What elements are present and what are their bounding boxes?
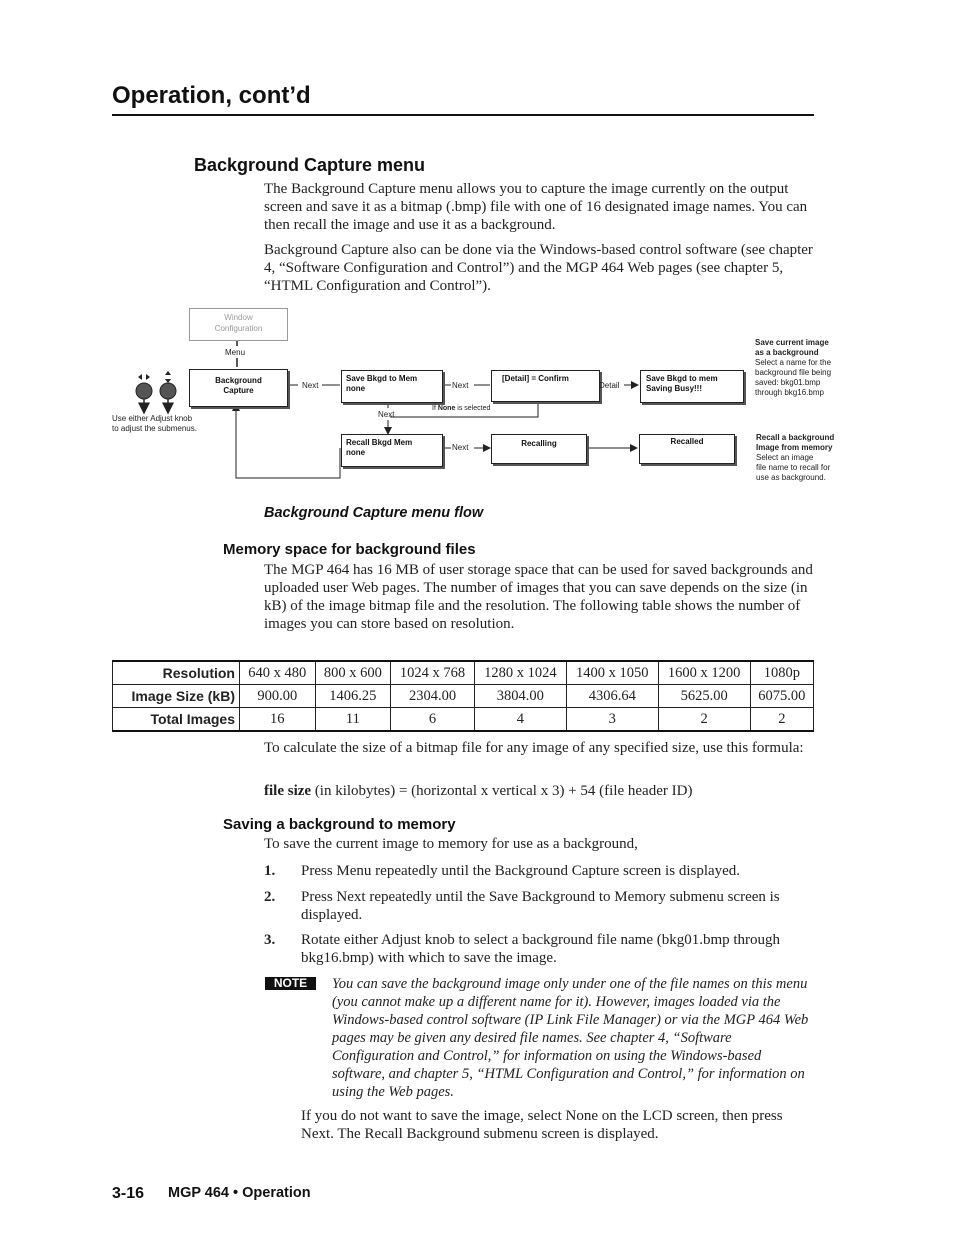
section-title: Background Capture menu bbox=[194, 155, 426, 175]
total-cell: 6 bbox=[391, 708, 475, 732]
size-cell: 4306.64 bbox=[566, 685, 658, 708]
size-cell: 2304.00 bbox=[391, 685, 475, 708]
recalled-box: Recalled bbox=[639, 434, 735, 464]
recall-note-body3: use as background. bbox=[756, 473, 826, 482]
recall-note-title1: Recall a background bbox=[756, 433, 835, 442]
next-label-down: Next bbox=[378, 410, 395, 419]
window-configuration-box bbox=[189, 308, 288, 341]
recall-note-body1: Select an image bbox=[756, 453, 814, 462]
memory-section-title: Memory space for background files bbox=[223, 541, 476, 558]
total-cell: 11 bbox=[315, 708, 391, 732]
recall-bkgd-line2: none bbox=[346, 448, 366, 457]
resolution-row bbox=[113, 661, 814, 685]
save-bkgd-mem-box bbox=[341, 370, 443, 403]
save-bkgd-line1: Save Bkgd to Mem bbox=[346, 374, 418, 383]
save-note-body2: background file being bbox=[755, 368, 832, 377]
if-none-bold: None bbox=[437, 405, 456, 412]
knob-note-line1: Use either Adjust knob bbox=[112, 414, 193, 423]
res-cell: 1024 x 768 bbox=[391, 661, 475, 685]
size-cell: 900.00 bbox=[240, 685, 316, 708]
formula-bold: file size bbox=[264, 783, 312, 799]
step-3-num: 3 bbox=[264, 932, 272, 948]
save-note-body1: Select a name for the bbox=[755, 358, 832, 367]
recall-bkgd-mem-box bbox=[341, 434, 443, 467]
res-cell: 1400 x 1050 bbox=[566, 661, 658, 685]
saving-section-title: Saving a background to memory bbox=[223, 816, 456, 833]
step-2-num: 2 bbox=[264, 889, 272, 905]
res-cell: 800 x 600 bbox=[315, 661, 391, 685]
page-header-title: Operation, cont’d bbox=[112, 82, 311, 109]
detail-confirm-box: [Detail] = Confirm bbox=[491, 370, 600, 402]
return-loop bbox=[236, 404, 340, 478]
right-knob-icon bbox=[160, 383, 176, 399]
size-cell: 6075.00 bbox=[750, 685, 813, 708]
save-note-body3: saved: bkg01.bmp bbox=[755, 378, 821, 387]
step-2-number: 2. bbox=[264, 889, 276, 905]
recall-side-note bbox=[756, 433, 848, 483]
intro-paragraph-1: The Background Capture menu allows you to capture the image currently on the output screen and save it as a bitmap (.bmp) file with one of 16 designated image names. You can then recall the image and use it as a background. bbox=[264, 181, 808, 233]
memory-paragraph: The MGP 464 has 16 MB of user storage space that can be used for saved backgrounds and uploaded user Web pages. The number of images that you can save depends on the size (in kB) of the image bitmap file and the resolution. The following table shows the number of images you can store based on resolution. bbox=[264, 562, 813, 632]
recall-bkgd-line1: Recall Bkgd Mem bbox=[346, 438, 413, 447]
adjust-knob-note bbox=[112, 414, 222, 434]
saving-busy-box bbox=[640, 370, 744, 403]
window-config-line1: Window bbox=[224, 313, 253, 322]
knob-note-line2: to adjust the submenus. bbox=[112, 424, 197, 433]
intro-paragraph-2: Background Capture also can be done via the Windows-based control software (see chapter 4, “Software Configuration and Control”) and the MGP 464 Web pages (see chapter 5, “HTML Configuration and Control”). bbox=[264, 242, 813, 294]
next-label-1: Next bbox=[302, 381, 319, 390]
detail-label: Detail bbox=[599, 381, 620, 390]
header-rule bbox=[112, 114, 814, 116]
total-cell: 2 bbox=[750, 708, 813, 732]
menu-label: Menu bbox=[225, 348, 246, 357]
save-side-note bbox=[755, 338, 847, 398]
up-down-arrows-icon bbox=[165, 371, 171, 383]
menu-flow-diagram bbox=[108, 300, 848, 500]
saving-intro: To save the current image to memory for use as a background, bbox=[264, 836, 638, 852]
saving-line1: Save Bkgd to mem bbox=[646, 374, 718, 383]
formula-intro: To calculate the size of a bitmap file for any image of any specified size, use this formula: bbox=[264, 740, 804, 756]
recall-note-body2: file name to recall for bbox=[756, 463, 831, 472]
step-1-text: Press Menu repeatedly until the Background Capture screen is displayed. bbox=[301, 863, 741, 879]
step-2-text: Press Next repeatedly until the Save Background to Memory submenu screen is displayed. bbox=[301, 889, 780, 923]
total-cell: 3 bbox=[566, 708, 658, 732]
size-cell: 3804.00 bbox=[474, 685, 566, 708]
note-badge: NOTE bbox=[265, 977, 316, 990]
left-knob-icon bbox=[136, 383, 152, 399]
saving-line2: Saving Busy!!! bbox=[646, 384, 703, 393]
step-3-text: Rotate either Adjust knob to select a background file name (bkg01.bmp through bkg16.bmp) with which to save the image. bbox=[301, 932, 781, 966]
footer-title: MGP 464 • Operation bbox=[168, 1185, 311, 1201]
res-cell: 1280 x 1024 bbox=[474, 661, 566, 685]
formula-line bbox=[264, 782, 816, 800]
res-cell: 1080p bbox=[750, 661, 813, 685]
row-header-totals: Total Images bbox=[113, 708, 240, 732]
step-1-number: 1. bbox=[264, 863, 276, 879]
recalling-box: Recalling bbox=[491, 434, 587, 464]
background-capture-box bbox=[189, 369, 288, 407]
note-text: You can save the background image only under one of the file names on this menu (you cannot make up a different name for it). However, images loaded via the Windows-based control software (IP Link File Manager) or via the MGP 464 Web pages may be given any desired file names. See chapter 4, “Software Configuration and Control,” for information on using the Windows-based software, and chapter 5, “HTML Configuration and Control,” for information on using the Web pages. bbox=[332, 976, 809, 1100]
bg-capture-line2: Capture bbox=[223, 386, 254, 395]
resolution-table bbox=[112, 660, 814, 732]
res-cell: 640 x 480 bbox=[240, 661, 316, 685]
totals-row bbox=[113, 708, 814, 732]
save-note-body4: through bkg16.bmp bbox=[755, 388, 824, 397]
if-none-prefix: If bbox=[432, 405, 438, 412]
if-none-suffix: is selected bbox=[455, 405, 491, 412]
closing-paragraph: If you do not want to save the image, select None on the LCD screen, then press Next. The Recall Background submenu screen is displayed. bbox=[301, 1108, 783, 1142]
total-cell: 16 bbox=[240, 708, 316, 732]
diagram-caption: Background Capture menu flow bbox=[264, 505, 484, 521]
save-bkgd-line2: none bbox=[346, 384, 366, 393]
formula-rest: (in kilobytes) = (horizontal x vertical x 3) + 54 (file header ID) bbox=[311, 783, 693, 799]
window-config-line2: Configuration bbox=[214, 324, 263, 333]
size-cell: 5625.00 bbox=[658, 685, 750, 708]
save-note-title1: Save current image bbox=[755, 338, 829, 347]
size-row bbox=[113, 685, 814, 708]
if-none-note bbox=[432, 405, 490, 412]
recall-note-title2: Image from memory bbox=[756, 443, 833, 452]
row-header-resolution: Resolution bbox=[113, 661, 240, 685]
next-label-3: Next bbox=[452, 443, 469, 452]
step-1-num: 1 bbox=[264, 863, 272, 879]
bg-capture-line1: Background bbox=[215, 376, 262, 385]
save-note-title2: as a background bbox=[755, 348, 819, 357]
total-cell: 4 bbox=[474, 708, 566, 732]
left-right-arrows-icon bbox=[138, 374, 150, 380]
row-header-size: Image Size (kB) bbox=[113, 685, 240, 708]
step-3-number: 3. bbox=[264, 932, 276, 948]
size-cell: 1406.25 bbox=[315, 685, 391, 708]
next-label-2: Next bbox=[452, 381, 469, 390]
total-cell: 2 bbox=[658, 708, 750, 732]
footer-page-number: 3-16 bbox=[112, 1185, 145, 1202]
res-cell: 1600 x 1200 bbox=[658, 661, 750, 685]
